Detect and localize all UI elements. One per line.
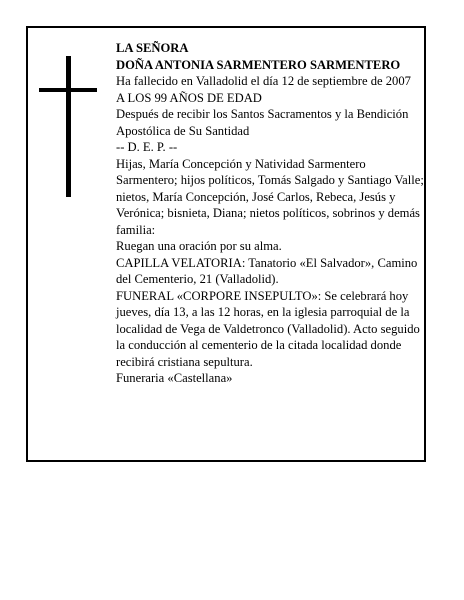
notice-text [116, 40, 426, 387]
death-info: Ha fallecido en Valladolid el día 12 de septiembre de 2007 [116, 74, 411, 88]
deceased-name: DOÑA ANTONIA SARMENTERO SARMENTERO [116, 57, 401, 72]
cross-horizontal-bar [39, 88, 97, 92]
funeral-home: Funeraria «Castellana» [116, 371, 233, 385]
cross-icon [28, 28, 92, 178]
notice-title-line1: LA SEÑORA [116, 41, 189, 55]
cross-vertical-bar [66, 56, 71, 197]
chapel-info: CAPILLA VELATORIA: Tanatorio «El Salvador», Camino del Cementerio, 21 (Valladolid). [116, 255, 418, 286]
prayer-line: Ruegan una oración por su alma. [116, 239, 282, 253]
sacraments-line: Después de recibir los Santos Sacramentos y la Bendición Apostólica de Su Santidad [116, 107, 409, 138]
funeral-info: FUNERAL «CORPORE INSEPULTO»: Se celebrará hoy jueves, día 13, a las 12 horas, en la iglesia parroquial de la localidad de Vega de Valdetronco (Valladolid). Acto seguido la conducción al cementerio de la citada localidad donde recibirá cristiana sepultura. [116, 288, 420, 369]
dep-line: -- D. E. P. -- [116, 140, 178, 154]
obituary-notice [26, 26, 426, 462]
age-line: A LOS 99 AÑOS DE EDAD [116, 90, 262, 105]
family-list: Hijas, María Concepción y Natividad Sarmentero Sarmentero; hijos políticos, Tomás Salgado y Santiago Valle; nietos, María Concepción, José Carlos, Rebeca, Jesús y Verónica; bisnieta, Diana; nietos políticos, sobrinos y demás familia: [116, 156, 424, 237]
